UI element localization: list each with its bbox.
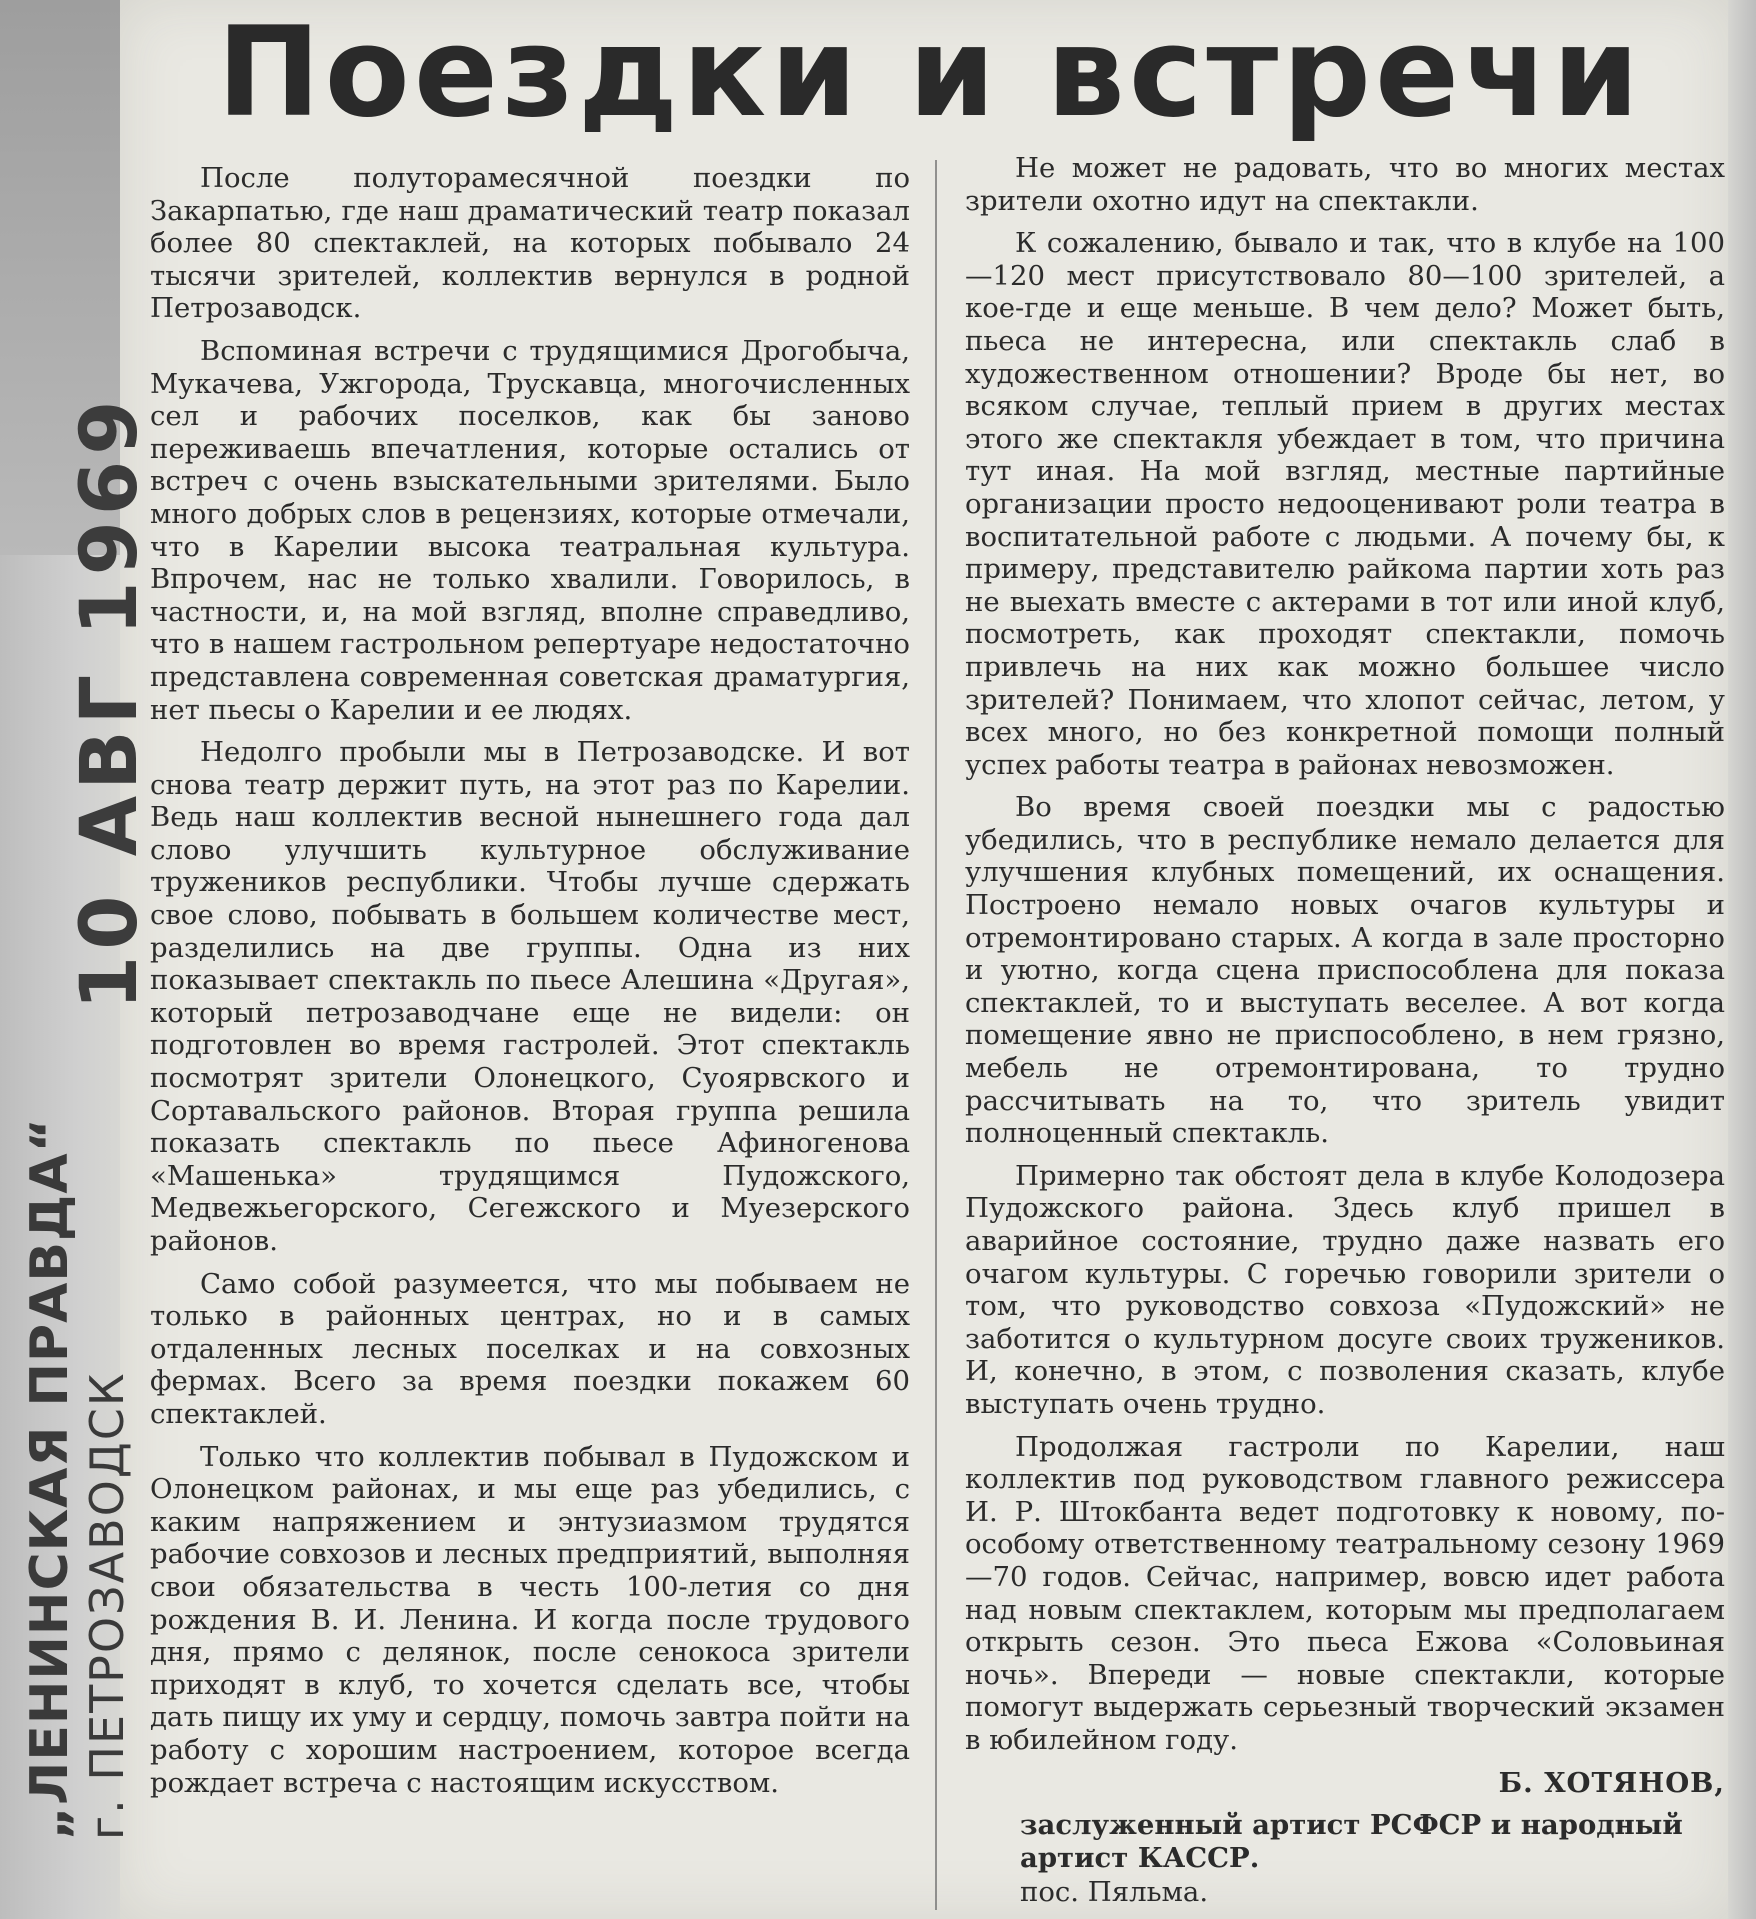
paragraph: Вспоминая встречи с трудящимися Дрогобыча, Мукачева, Ужгорода, Трускавца, многочисленных сел и рабочих поселков, как бы заново переживаешь впечатления, которые остались от встреч с очень взыскательными зрителями. Было много добрых слов в рецензиях, которые отмечали, что в Карелии высока театральная культура. Впрочем, нас не только хвалили. Говорилось, в частности, и, на мой взгляд, вполне справедливо, что в нашем гастрольном репертуаре недостаточно представлена современная советская драматургия, нет пьесы о Карелии и ее людях.: [150, 334, 910, 726]
paragraph: Только что коллектив побывал в Пудожском и Олонецком районах, и мы еще раз убедились, с каким напряжением и энтузиазмом трудятся рабочие совхозов и лесных предприятий, выполняя свои обязательства в честь 100-летия со дня рождения В. И. Ленина. И когда после трудового дня, прямо с делянок, после сенокоса зрители приходят в клуб, то хочется сделать все, чтобы дать пищу их уму и сердцу, помочь завтра пойти на работу с хорошим настроением, которое всегда рождает встреча с настоящим искусством.: [150, 1440, 910, 1799]
author-place: пос. Пяльма.: [1020, 1876, 1209, 1909]
stamp-newspaper-name: „ЛЕНИНСКАЯ ПРАВДА“: [20, 1117, 80, 1840]
paragraph: Недолго пробыли мы в Петрозаводске. И вот снова театр держит путь, на этот раз по Карелии. Ведь наш коллектив весной нынешнего года дал слово улучшить культурное обслуживание тружеников республики. Чтобы лучше сдержать свое слово, побывать в большем количестве мест, разделились на две группы. Одна из них показывает спектакль по пьесе Алешина «Другая», который петрозаводчане еще не видели: он подготовлен во время гастролей. Этот спектакль посмотрят зрители Олонецкого, Суоярвского и Сортавальского районов. Вторая группа решила показать спектакль по пьесе Афиногенова «Машенька» трудящимся Пудожского, Медвежьегорского, Сегежского и Муезерского районов.: [150, 736, 910, 1257]
paragraph: Само собой разумеется, что мы побываем не только в районных центрах, но и в самых отдаленных лесных поселках и на совхозных фермах. Всего за время поездки покажем 60 спектаклей.: [150, 1267, 910, 1430]
article-column-left: [150, 162, 910, 1809]
stamp-date: 10 АВГ 1969: [65, 394, 155, 1010]
author-name: Б. ХОТЯНОВ,: [1498, 1766, 1725, 1799]
paragraph: Продолжая гастроли по Карелии, наш коллектив под руководством главного режиссера И. Р. Штокбанта ведет подготовку к новому, по-особому ответственному театральному сезону 1969—70 годов. Сейчас, например, вовсю идет работа над новым спектаклем, которым мы предполагаем открыть сезон. Это пьеса Ежова «Соловьиная ночь». Впереди — новые спектакли, которые помогут выдержать серьезный творческий экзамен в юбилейном году.: [965, 1430, 1725, 1756]
author-title: заслуженный артист РСФСР и народный артист КАССР.: [1020, 1809, 1683, 1874]
right-margin-strip: [1728, 0, 1756, 1919]
paragraph: После полуторамесячной поездки по Закарпатью, где наш драматический театр показал более 80 спектаклей, на которых побывало 24 тысячи зрителей, коллектив вернулся в родной Петрозаводск.: [150, 162, 910, 325]
paragraph: Во время своей поездки мы с радостью убедились, что в республике немало делается для улучшения клубных помещений, их оснащения. Построено немало новых очагов культуры и отремонтировано старых. А когда в зале просторно и уютно, когда сцена приспособлена для показа спектаклей, то и выступать веселее. А вот когда помещение явно не приспособлено, в нем грязно, мебель не отремонтирована, то трудно рассчитывать на то, что зритель увидит полноценный спектакль.: [965, 791, 1725, 1150]
paragraph: Не может не радовать, что во многих местах зрители охотно идут на спектакли.: [965, 152, 1725, 217]
paragraph: К сожалению, бывало и так, что в клубе на 100—120 мест присутствовало 80—100 зрителей, а кое-где и еще меньше. В чем дело? Может быть, пьеса не интересна, или спектакль слаб в художественном отношении? Вроде бы нет, во всяком случае, теплый прием в других местах этого же спектакля убеждает в том, что причина тут иная. На мой взгляд, местные партийные организации просто недооценивают роли театра в воспитательной работе с людьми. А почему бы, к примеру, представителю райкома партии хоть раз не выехать вместе с актерами в тот или иной клуб, посмотреть, как проходят спектакли, помочь привлечь на них как можно большее число зрителей? Понимаем, что хлопот сейчас, летом, у всех много, но без конкретной помощи полный успех работы театра в районах невозможен.: [965, 227, 1725, 781]
paragraph: Примерно так обстоят дела в клубе Колодозера Пудожского района. Здесь клуб пришел в аварийное состояние, трудно даже назвать его очагом культуры. С горечью говорили зрители о том, что руководство совхоза «Пудожский» не заботится о культурном досуге своих тружеников. И, конечно, в этом, с позволения сказать, клубе выступать очень трудно.: [965, 1159, 1725, 1420]
article-column-right: [965, 152, 1725, 1909]
archive-stamp: [20, 1117, 134, 1840]
stamp-city: г. ПЕТРОЗАВОДСК: [80, 1371, 134, 1840]
article-headline: Поездки и встречи: [216, 1, 1644, 145]
column-divider: [935, 160, 937, 1910]
